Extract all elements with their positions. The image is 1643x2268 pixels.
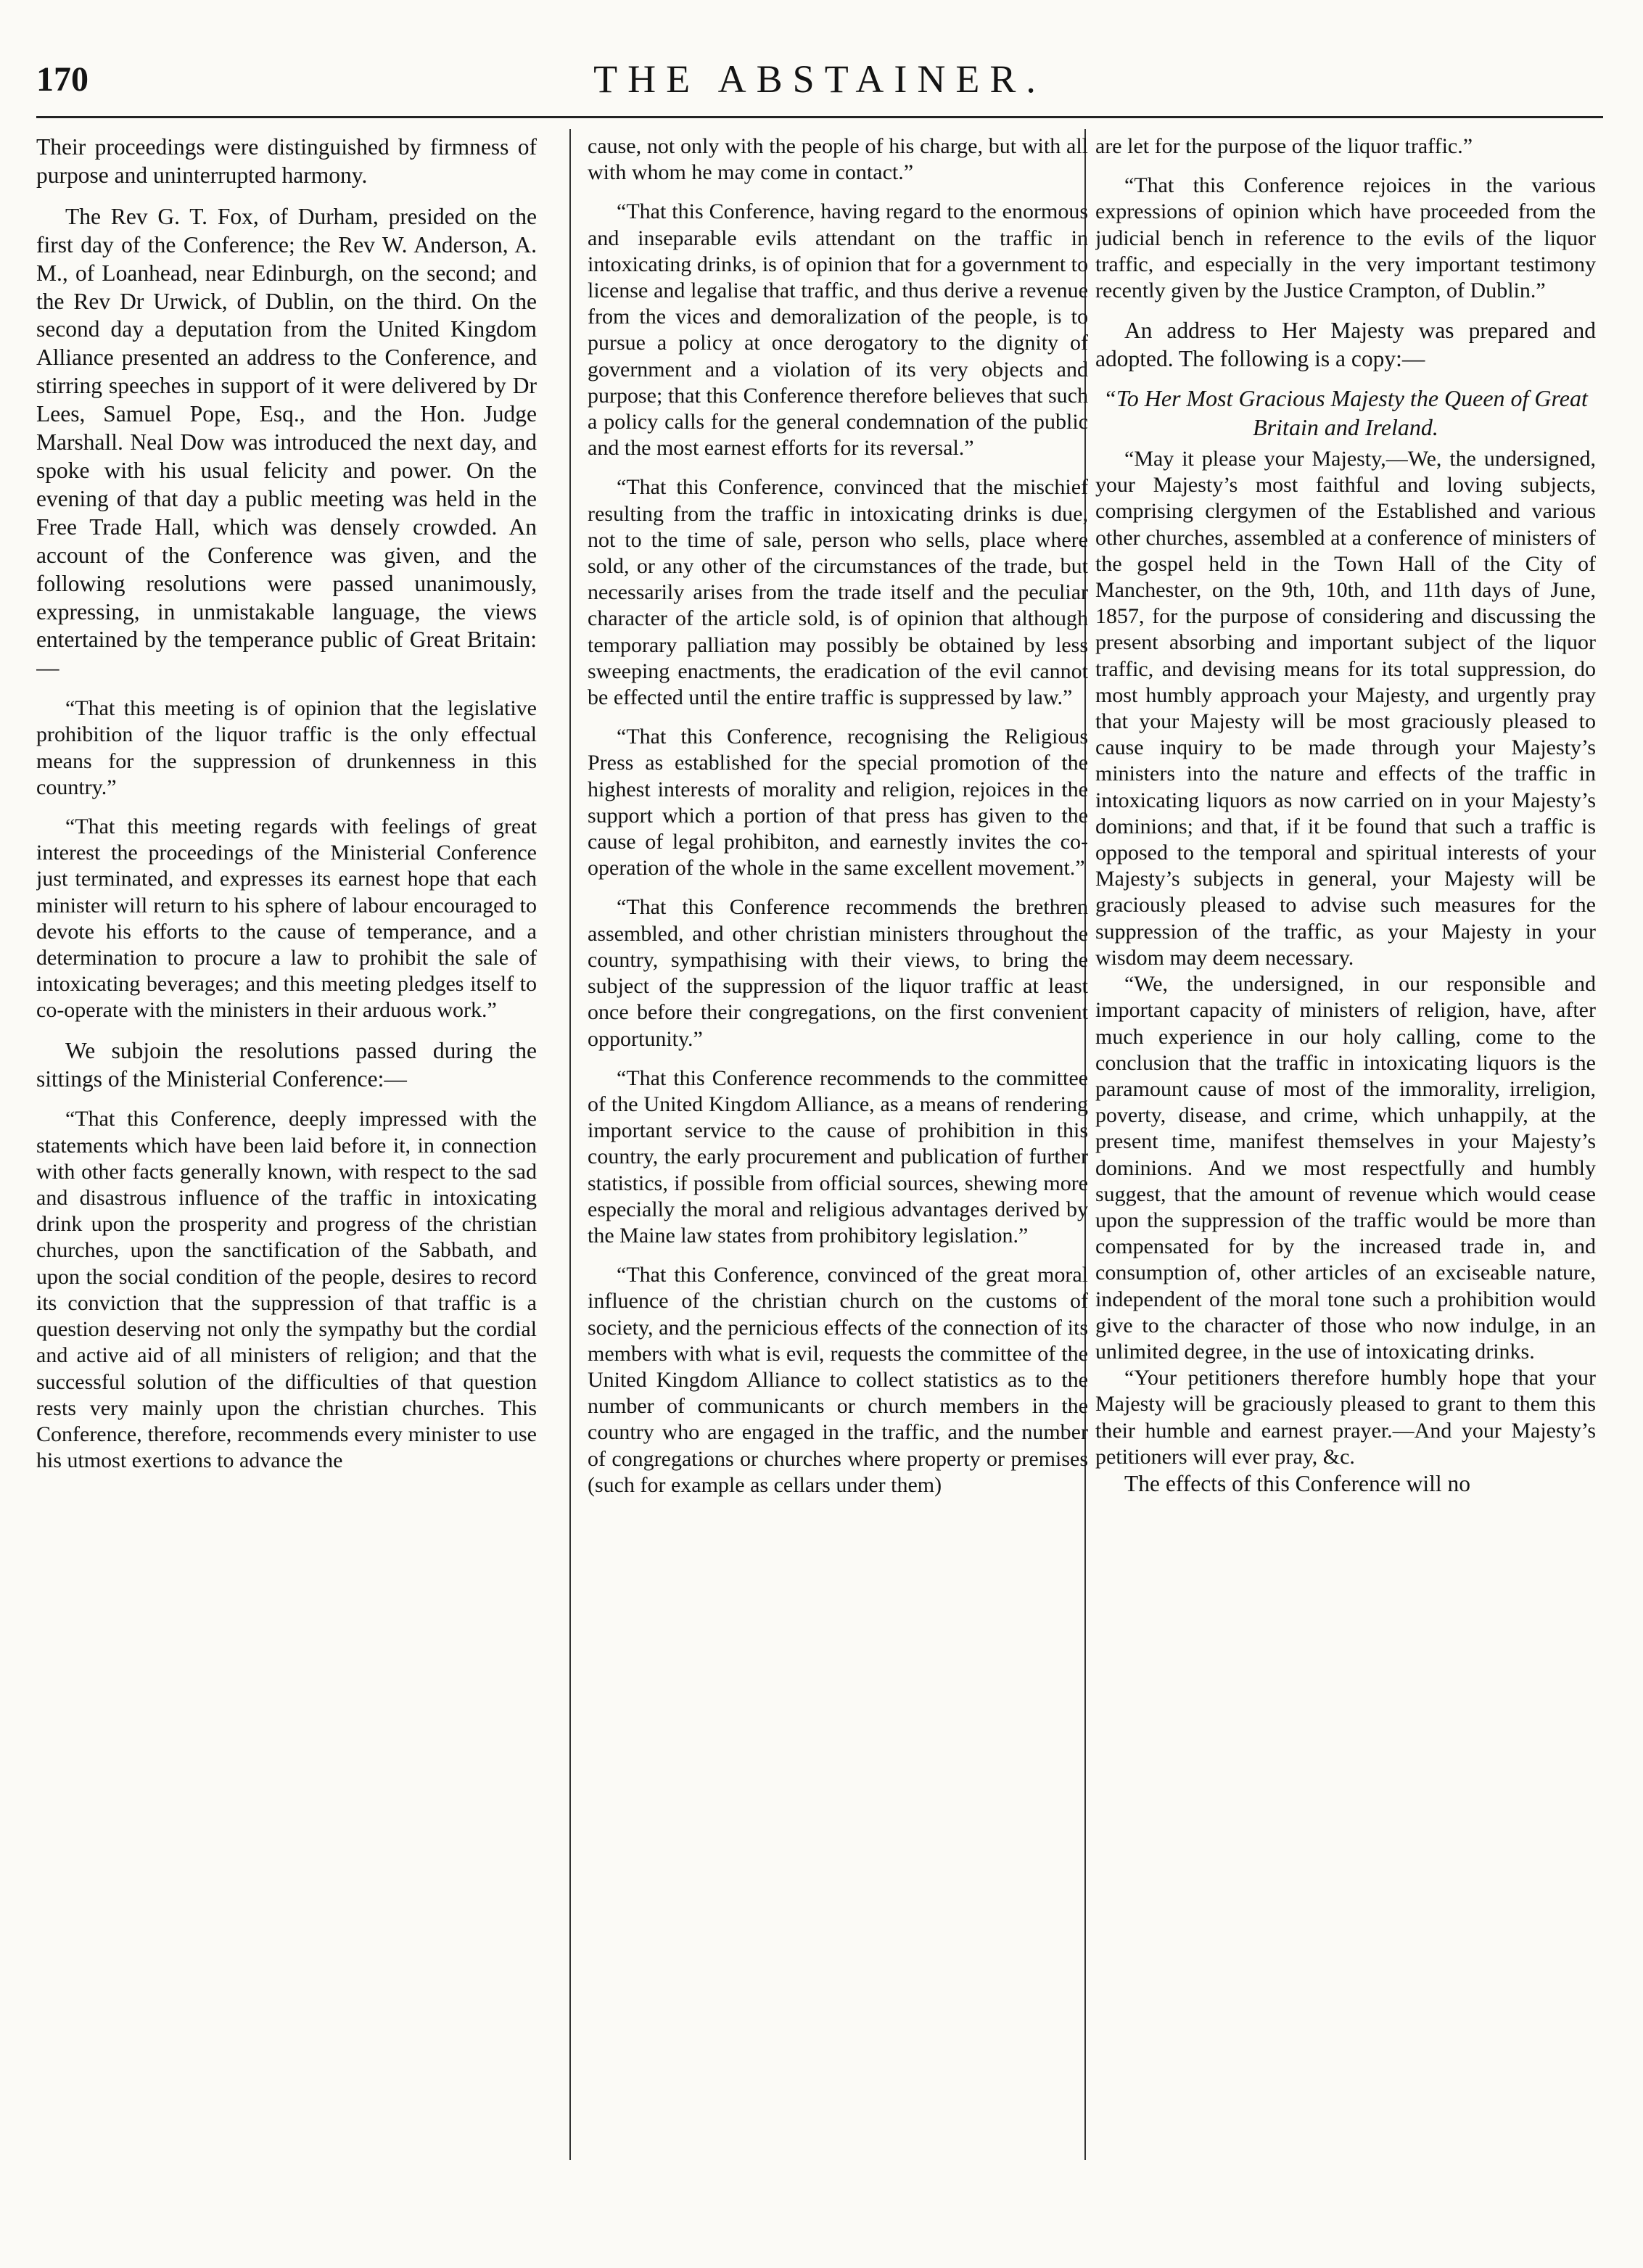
resolution-paragraph: “That this Conference rejoices in the various expressions of opinion which have proceeded from the judicial bench in reference to the evils of the liquor traffic, and especially in the very important testimony recently given by the Justice Crampton, of Dublin.” [1095, 173, 1596, 303]
address-paragraph: “We, the undersigned, in our responsible and important capacity of ministers of religion, have, after much experience in our holy calling, come to the conclusion that the traffic in intoxicating liquors is the paramount cause of most of the immorality, irreligion, poverty, disease, and crime, which unhappily, at the present time, manifest themselves in your Majesty’s dominions. And we most respectfully and humbly suggest, that the amount of revenue which would cease upon the suppression of the traffic would be more than compensated for by the increased trade in, and consumption of, other articles of an exciseable nature, independent of the moral tone such a prohibition would give to the character of those who now indulge, in an unlimited degree, in the use of intoxicating drinks. [1095, 972, 1596, 1364]
paragraph: We subjoin the resolutions passed during the sittings of the Ministerial Conference:— [36, 1037, 537, 1092]
column-left [36, 133, 537, 2161]
resolution-paragraph: are let for the purpose of the liquor traffic.” [1095, 134, 1473, 158]
paragraph: The Rev G. T. Fox, of Durham, presided on the first day of the Conference; the Rev W. Anderson, A. M., of Loanhead, near Edinburgh, on the second; and the Rev Dr Urwick, of Dublin, on the third. On the second day a deputation from the United Kingdom Alliance presented an address to the Conference, and stirring speeches in support of it were delivered by Dr Lees, Samuel Pope, Esq., and the Hon. Judge Marshall. Neal Dow was introduced the next day, and spoke with his usual felicity and power. On the evening of that day a public meeting was held in the Free Trade Hall, which was densely crowded. An account of the Conference was given, and the following resolutions were passed unanimously, expressing, in unmistakable language, the views entertained by the temperance public of Great Britain:— [36, 203, 537, 681]
resolution-paragraph: “That this Conference, convinced that the mischief resulting from the traffic in intoxicating drinks is due, not to the time of sale, person who sells, place where sold, or any other of the circumstances of the trade, but necessarily arises from the trade itself and the peculiar character of the article sold, is of opinion that although temporary palliation may possibly be obtained by less sweeping enactments, the eradication of the evil cannot be effected until the entire traffic is suppressed by law.” [588, 475, 1088, 710]
header-rule [36, 116, 1603, 118]
resolution-paragraph: “That this meeting is of opinion that the legislative prohibition of the liquor traffic is the only effectual means for the suppression of drunkenness in this country.” [36, 696, 537, 799]
resolution-paragraph: “That this meeting regards with feelings of great interest the proceedings of the Ministerial Conference just terminated, and expresses its earnest hope that each minister will return to his sphere of labour encouraged to devote his efforts to the cause of temperance, and a determination to procure a law to prohibit the sale of intoxicating beverages; and this meeting pledges itself to co-operate with the ministers in their arduous work.” [36, 815, 537, 1023]
address-paragraph: “Your petitioners therefore humbly hope that your Majesty will be graciously pleased to grant to them this their humble and earnest prayer.—And your Majesty’s petitioners will ever pray, &c. [1095, 1366, 1596, 1469]
address-heading: “To Her Most Gracious Majesty the Queen of Great Britain and Ireland. [1103, 385, 1588, 441]
resolution-paragraph: “That this Conference, having regard to the enormous and inseparable evils attendant on the traffic in intoxicating drinks, is of opinion that for a government to license and legalise that traffic, and thus derive a revenue from the vices and demoralization of the people, is to pursue a policy at once derogatory to the dignity of government and a violation of its very objects and purpose; that this Conference therefore believes that such a policy calls for the general condemnation of the public and the most earnest efforts for its reversal.” [588, 199, 1088, 461]
resolution-paragraph: cause, not only with the people of his charge, but with all with whom he may come in contact.” [588, 134, 1088, 185]
page-header [36, 57, 1603, 107]
column-right [1095, 133, 1596, 2161]
paragraph: An address to Her Majesty was prepared and adopted. The following is a copy:— [1095, 318, 1596, 372]
page-number: 170 [36, 60, 88, 99]
resolution-paragraph: “That this Conference, convinced of the great moral influence of the christian church on the customs of society, and the pernicious effects of the connection of its members with what is evil, requests the committee of the United Kingdom Alliance to collect statistics as to the number of communicants or church members in the country who are engaged in the traffic, and the number of congregations or churches where property or premises (such for example as cellars under them) [588, 1263, 1088, 1497]
running-title: THE ABSTAINER. [593, 57, 1046, 101]
column-middle [588, 133, 1088, 2161]
paragraph: The effects of this Conference will no [1124, 1470, 1471, 1496]
column-divider [569, 129, 571, 2160]
resolution-paragraph: “That this Conference recommends to the committee of the United Kingdom Alliance, as a means of rendering important service to the cause of prohibition in this country, the early procurement and publication of further statistics, if possible from official sources, shewing more especially the moral and religious advantages derived by the Maine law states from prohibitory legislation.” [588, 1065, 1088, 1248]
address-paragraph: “May it please your Majesty,—We, the undersigned, your Majesty’s most faithful and loving subjects, comprising clergymen of the Established and various other churches, assembled at a conference of ministers of the gospel held in the Town Hall of the City of Manchester, on the 9th, 10th, and 11th days of June, 1857, for the purpose of considering and discussing the present absorbing and important subject of the liquor traffic, and devising means for its total suppression, do most humbly approach your Majesty, and urgently pray that your Majesty will be most graciously pleased to cause inquiry to be made through your Majesty’s ministers into the nature and effects of the traffic in intoxicating liquors as now carried on in your Majesty’s dominions; and that, if it be found that such a traffic is opposed to the temporal and spiritual interests of your Majesty’s subjects in general, your Majesty will be graciously pleased to advise such measures for the suppression of the traffic, as your Majesty in your wisdom may deem necessary. [1095, 447, 1596, 970]
resolution-paragraph: “That this Conference recommends the brethren assembled, and other christian ministers throughout the country, sympathising with their views, to bring the subject of the suppression of the liquor traffic at least once before their congregations, on the first convenient opportunity.” [588, 895, 1088, 1051]
resolution-paragraph: “That this Conference, deeply impressed with the statements which have been laid before it, in connection with other facts generally known, with respect to the sad and disastrous influence of the traffic in intoxicating drink upon the prosperity and progress of the christian churches, upon the sanctification of the Sabbath, and upon the social condition of the people, desires to record its conviction that the suppression of that traffic is a question deserving not only the sympathy but the cordial and active aid of all ministers of religion; and that the successful solution of the difficulties of that question rests very mainly upon the christian churches. This Conference, therefore, recommends every minister to use his utmost exertions to advance the [36, 1107, 537, 1473]
resolution-paragraph: “That this Conference, recognising the Religious Press as established for the special promotion of the highest interests of morality and religion, rejoices in the support which a portion of that press has given to the cause of legal prohibiton, and earnestly invites the co-operation of the whole in the same excellent movement.” [588, 725, 1088, 881]
paragraph: Their proceedings were distinguished by firmness of purpose and uninterrupted harmony. [36, 134, 537, 188]
